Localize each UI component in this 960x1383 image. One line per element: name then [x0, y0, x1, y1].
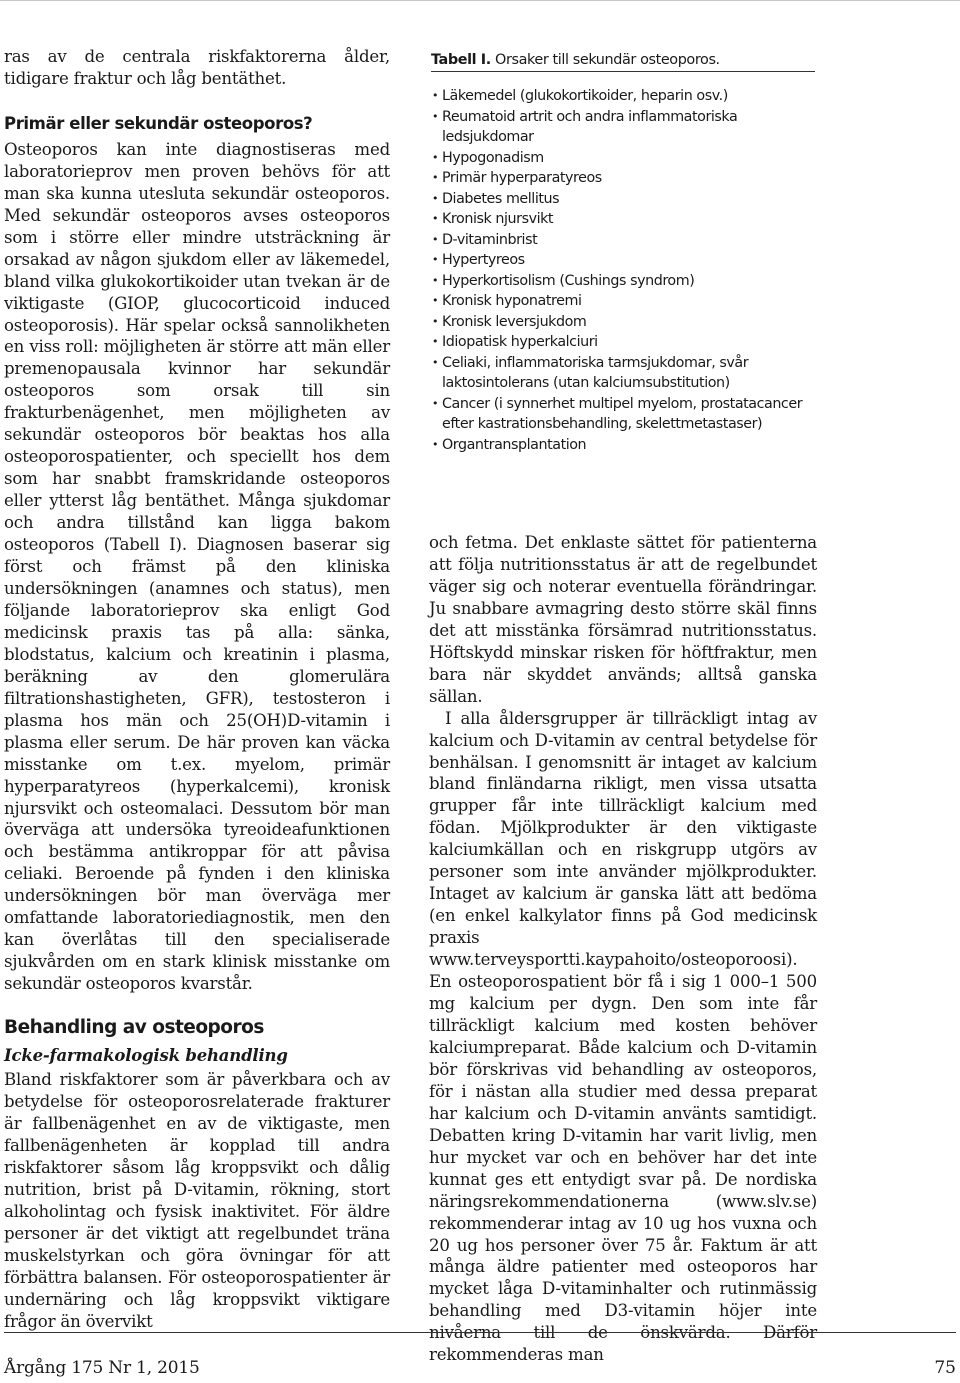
bullet-icon: • — [432, 109, 439, 123]
section-heading-primary-secondary: Primär eller sekundär osteoporos? — [4, 113, 313, 133]
calcium-vitamin-d-paragraph: I alla åldersgrupper är tillräckligt intag av kalcium och D-vitamin av central betydelse för benhälsan. I genomsnitt är intaget av kalcium bland finländarna rikligt, men vissa utsatta grupper får inte tillräckligt kalcium med födan. Mjölkprodukter är den viktigaste kalciumkällan och en riskgrupp utgörs av personer som inte använder mjölkprodukter. Intaget av kalcium är ganska lätt att bedöma (en enkel kalkylator finns på God medicinsk praxis www.terveysportti.kaypahoito/osteoporoosi). En osteoporospatient bör få i sig 1 000–1 500 mg kalcium per dygn. Den som inte får tillräckligt kalcium med kosten behöver kalciumpreparat. Både kalcium och D-vitamin bör förskrivas vid behandling av osteoporos, för i nästan alla studier med dessa preparat har kalcium och D-vitamin använts samtidigt. Debatten kring D-vitamin har varit livlig, men hur mycket var och en behöver har det inte kunnat ges ett entydigt svar på. De nordiska näringsrekommendationerna (www.slv.se) rekommenderar intag av 10 ug hos vuxna och 20 ug hos personer över 75 år. Faktum är att många äldre patienter med osteoporos har mycket låga D-vitaminhalter och rutinmässig behandling med D3-vitamin höjer inte nivåerna till de önskvärda. Därför rekommenderas man — [429, 708, 817, 1365]
bullet-icon: • — [432, 212, 439, 225]
table-list-item-text: D-vitaminbrist — [442, 231, 538, 248]
table-list-item — [431, 271, 815, 292]
bullet-icon: • — [432, 294, 439, 307]
table-list-item — [431, 312, 815, 333]
table-list-item — [431, 353, 815, 394]
left-column — [4, 46, 390, 1333]
nutrition-paragraph: och fetma. Det enklaste sättet för patienterna att följa nutritionsstatus är att de regelbundet väger sig och noterar eventuella förändringar. Ju snabbare avmagring desto större skäl finns det att misstänka försämrad nutritionsstatus. Höftskydd minskar risken för höftfraktur, men bara när skyddet används; alltså ganska sällan. — [429, 533, 817, 706]
table-title — [431, 52, 815, 72]
page-top-border — [0, 0, 960, 4]
bullet-icon: • — [432, 273, 439, 287]
table-list-item — [431, 230, 815, 251]
table-list-item-text: Läkemedel (glukokortikoider, heparin osv.) — [442, 88, 728, 104]
subheading-non-pharmacological: Icke-farmakologisk behandling — [4, 1046, 288, 1066]
bullet-icon: • — [432, 335, 439, 348]
table-list-item-text: Diabetes mellitus — [442, 190, 560, 207]
table-secondary-osteoporosis-causes — [431, 52, 815, 455]
table-list-item-text: Idiopatisk hyperkalciuri — [442, 334, 598, 350]
intro-paragraph: ras av de centrala riskfaktorerna ålder, tidigare fraktur och låg bentäthet. — [4, 47, 390, 88]
bullet-icon: • — [432, 191, 439, 205]
table-list-item-text: Kronisk leversjukdom — [442, 313, 587, 330]
table-list-item-text: Hypogonadism — [442, 149, 544, 166]
section-heading-treatment: Behandling av osteoporos — [4, 1017, 264, 1039]
table-list-item — [431, 435, 815, 456]
right-column — [429, 532, 817, 1366]
table-list-item-text: Kronisk hyponatremi — [442, 293, 582, 309]
bullet-icon: • — [432, 437, 439, 451]
table-list-item — [431, 168, 815, 189]
bullet-icon: • — [432, 89, 439, 102]
table-cause-list — [431, 86, 815, 455]
table-list-item — [431, 189, 815, 210]
journal-issue: Årgång 175 Nr 1, 2015 — [4, 1358, 200, 1378]
table-list-item-text: Celiaki, inflammatoriska tarmsjukdomar, svår laktosintolerans (utan kalciumsubstitution) — [442, 354, 749, 391]
table-list-item — [431, 250, 815, 271]
bullet-icon: • — [432, 150, 439, 164]
table-list-item-text: Organtransplantation — [442, 436, 587, 453]
primary-secondary-paragraph: Osteoporos kan inte diagnostiseras med laboratorieprov men proven behövs för att man ska kunna utesluta sekundär osteoporos. Med sekundär osteoporos avses osteoporos som i större eller mindre utsträckning är orsakad av någon sjukdom eller av läkemedel, bland vilka glukokortikoider utan tvekan är de viktigaste (GIOP, glucocorticoid induced osteoporosis). Här spelar också sannolikheten en viss roll: möjligheten är större att män eller premenopausala kvinnor har sekundär osteoporos som orsak till sin frakturbenägenhet, men möjligheten av sekundär osteoporos bör beaktas hos alla osteoporospatienter, och speciellt hos dem som har snabbt framskridande osteoporos eller ytterst låg bentäthet. Många sjukdomar och andra tillstånd kan ligga bakom osteoporos (Tabell I). Diagnosen baserar sig först och främst på den kliniska undersökningen (anamnes och status), men följande laboratorieprov ska enligt God medicinsk praxis tas på alla: sänka, blodstatus, kalcium och kreatinin i plasma, beräkning av den glomerulära filtrationshastigheten, GFR), testosteron i plasma hos män och 25(OH)D-vitamin i plasma eller serum. De här proven kan väcka misstanke om t.ex. myelom, primär hyperparatyreos (hyperkalcemi), kronisk njursvikt och osteomalaci. Dessutom bör man överväga att undersöka tyreoideafunktionen och bestämma antikroppar för att påvisa celiaki. Beroende på fynden i den kliniska undersökningen bör man överväga mer omfattande laboratoriediagnostik, men den kan överlåtas till den specialiserade sjukvården om en stark klinisk misstanke om sekundär osteoporos kvarstår. — [4, 139, 390, 994]
footer-rule — [4, 1332, 956, 1333]
page-number: 75 — [934, 1358, 956, 1378]
table-list-item — [431, 209, 815, 230]
table-list-item-text: Hypertyreos — [442, 252, 525, 268]
table-list-item-text: Reumatoid artrit och andra inflammatoriska ledsjukdomar — [442, 108, 738, 145]
table-list-item — [431, 86, 815, 107]
table-list-item-text: Hyperkortisolism (Cushings syndrom) — [442, 272, 695, 289]
bullet-icon: • — [432, 253, 439, 266]
table-list-item-text: Primär hyperparatyreos — [442, 170, 602, 186]
table-caption: Orsaker till sekundär osteoporos. — [495, 52, 720, 68]
bullet-icon: • — [432, 396, 439, 410]
table-list-item — [431, 148, 815, 169]
table-list-item — [431, 332, 815, 353]
bullet-icon: • — [432, 232, 439, 246]
treatment-paragraph: Bland riskfaktorer som är påverkbara och av betydelse för osteoporosrelaterade frakturer är fallbenägenhet en av de viktigaste, men fallbenägenheten är kopplad till andra riskfaktorer såsom låg kroppsvikt och dålig nutrition, brist på D-vitamin, rökning, stort alkoholintag och fysisk inaktivitet. För äldre personer är det viktigt att regelbundet träna muskelstyrkan och göra övningar för att förbättra balansen. För osteoporospatienter är undernäring och låg kroppsvikt viktigare frågor än övervikt — [4, 1070, 390, 1331]
bullet-icon: • — [432, 171, 439, 184]
bullet-icon: • — [432, 355, 439, 369]
table-label: Tabell I. — [431, 52, 491, 68]
table-list-item — [431, 394, 815, 435]
table-list-item-text: Kronisk njursvikt — [442, 211, 554, 227]
table-list-item-text: Cancer (i synnerhet multipel myelom, prostatacancer efter kastrationsbehandling, skelettmetastaser) — [442, 395, 803, 432]
table-list-item — [431, 107, 815, 148]
table-list-item — [431, 291, 815, 312]
bullet-icon: • — [432, 314, 439, 328]
